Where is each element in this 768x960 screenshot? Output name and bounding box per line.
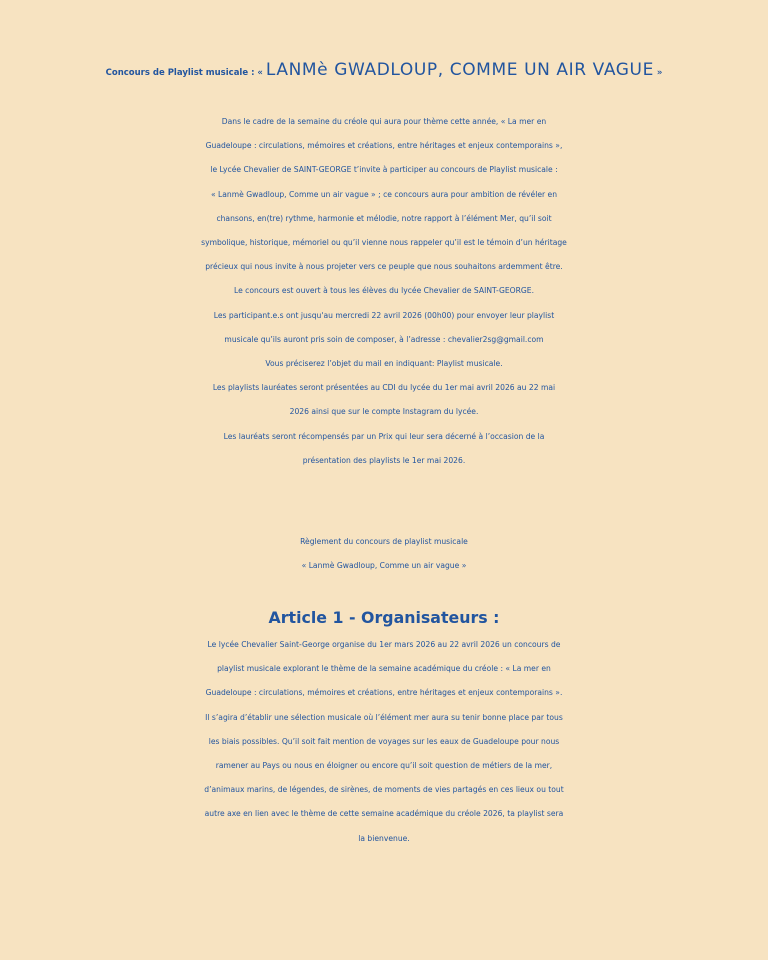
article1-line: Il s’agira d’établir une sélection musicale où l’élément mer aura su tenir bonne place par tous <box>205 712 563 722</box>
article1-line: les biais possibles. Qu’il soit fait mention de voyages sur les eaux de Guadeloupe pour nous <box>208 736 560 746</box>
intro-line: présentation des playlists le 1er mai 2026. <box>302 455 466 465</box>
reglement-heading <box>0 530 768 578</box>
intro-line: musicale qu’ils auront pris soin de composer, à l’adresse : chevalier2sg@gmail.com <box>224 334 544 344</box>
intro-line: Guadeloupe : circulations, mémoires et créations, entre héritages et enjeux contemporains », <box>205 141 563 151</box>
intro-line: Le concours est ouvert à tous les élèves du lycée Chevalier de SAINT-GEORGE. <box>233 286 535 296</box>
intro-line: Vous préciserez l’objet du mail en indiquant: Playlist musicale. <box>265 359 503 369</box>
article1-line: ramener au Pays ou nous en éloigner ou encore qu’il soit question de métiers de la mer, <box>215 761 553 771</box>
title-prefix: Concours de Playlist musicale : « <box>105 68 266 78</box>
intro-line: chansons, en(tre) rythme, harmonie et mélodie, notre rapport à l’élément Mer, qu’il soit <box>216 213 552 223</box>
intro-line: Les lauréats seront récompensés par un Prix qui leur sera décerné à l’occasion de la <box>223 431 545 441</box>
intro-line: 2026 ainsi que sur le compte Instagram du lycée. <box>289 407 479 417</box>
article1-heading: Article 1 - Organisateurs : <box>268 608 500 627</box>
title-display-text: LANMè GWADLOUP, COMME UN AIR VAGUE <box>265 60 654 80</box>
reglement-line: Règlement du concours de playlist musicale <box>300 537 468 546</box>
intro-paragraph <box>0 110 768 473</box>
intro-line: Dans le cadre de la semaine du créole qui aura pour thème cette année, « La mer en <box>221 117 547 126</box>
article1-line: Le lycée Chevalier Saint-George organise du 1er mars 2026 au 22 avril 2026 un concours de <box>207 640 561 649</box>
page-title <box>0 56 768 87</box>
intro-line: Les participant.e.s ont jusqu'au mercredi 22 avril 2026 (00h00) pour envoyer leur playlist <box>213 310 555 320</box>
article1-line: d’animaux marins, de légendes, de sirènes, de moments de vies partagés en ces lieux ou tout <box>204 785 564 795</box>
reglement-line: « Lanmè Gwadloup, Comme un air vague » <box>301 561 467 571</box>
intro-line: symbolique, historique, mémoriel ou qu’il vienne nous rappeler qu’il est le témoin d’un héritage <box>201 238 567 248</box>
intro-line: le Lycée Chevalier de SAINT-GEORGE t’invite à participer au concours de Playlist musicale : <box>210 165 558 175</box>
article1-line: autre axe en lien avec le thème de cette semaine académique du créole 2026, ta playlist sera <box>204 809 564 819</box>
intro-line: Les playlists lauréates seront présentées au CDI du lycée du 1er mai avril 2026 au 22 mai <box>212 383 556 393</box>
article1-line: playlist musicale explorant le thème de la semaine académique du créole : « La mer en <box>217 664 551 674</box>
intro-line: « Lanmè Gwadloup, Comme un air vague » ; ce concours aura pour ambition de révéler en <box>210 189 558 199</box>
article1-line: Guadeloupe : circulations, mémoires et créations, entre héritages et enjeux contemporains ». <box>205 688 563 698</box>
article1-line: la bienvenue. <box>358 833 410 843</box>
title-suffix: » <box>653 68 663 78</box>
intro-line: précieux qui nous invite à nous projeter vers ce peuple que nous souhaitons ardemment être. <box>205 262 563 272</box>
article1-paragraph <box>0 633 768 851</box>
